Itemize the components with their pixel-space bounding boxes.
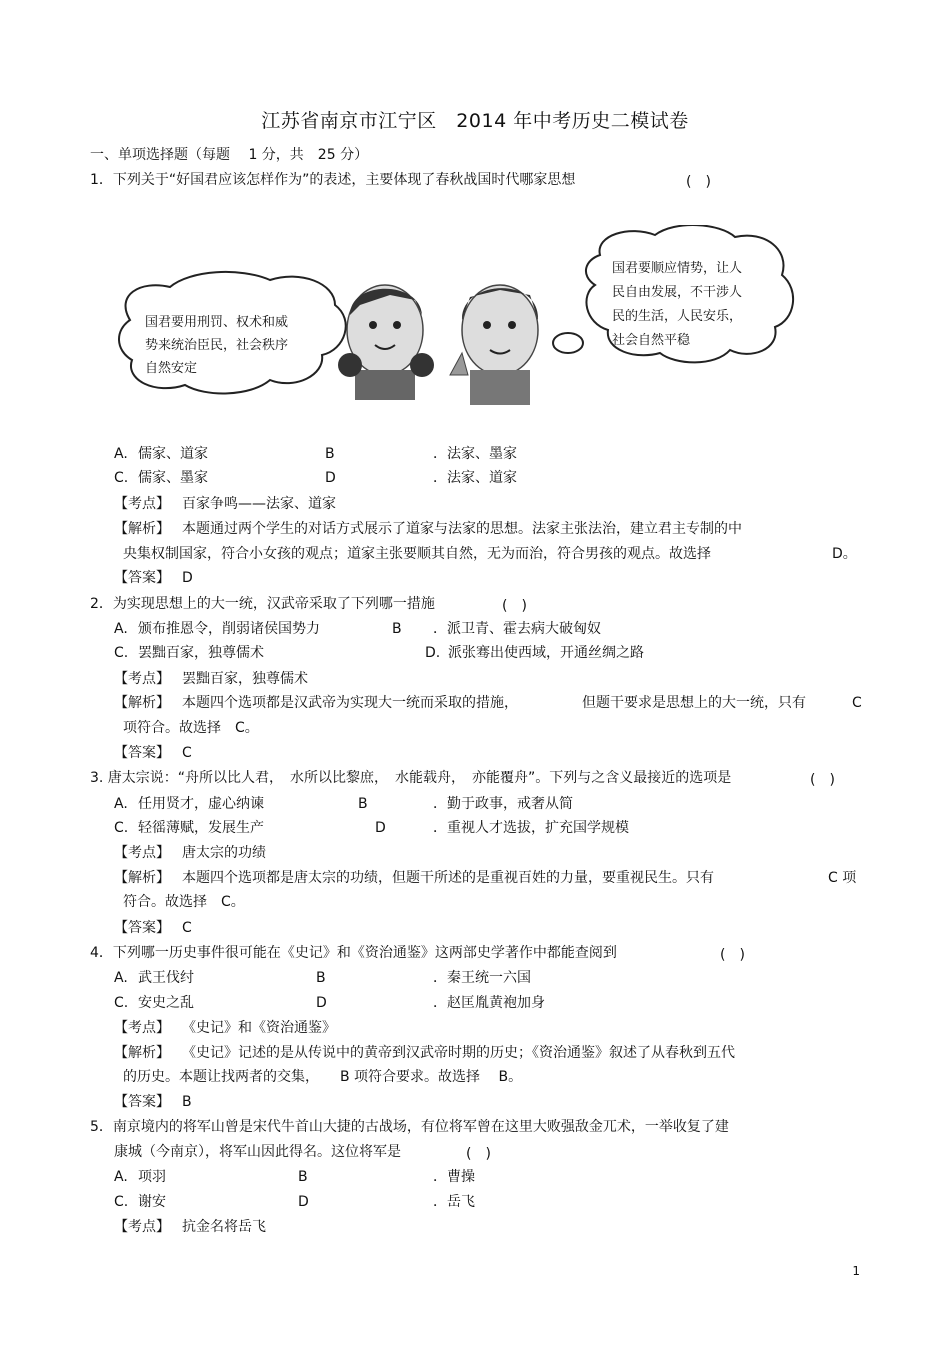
q3-answer: C (182, 920, 192, 936)
page-number: 1 (852, 1264, 860, 1278)
right-thought-bubble (586, 225, 793, 362)
left-bubble-line-3: 自然安定 (145, 361, 198, 376)
q1-option-c-text: 儒家、墨家 (138, 470, 208, 486)
q3-stem: 3. 唐太宗说：“舟所以比人君， 水所以比黎庶， 水能载舟， 亦能覆舟”。下列与之含义最接近的选项是 (90, 770, 732, 786)
q1-option-d-text: ．法家、道家 (433, 470, 517, 486)
q2-option-d-text: 派张骞出使西域，开通丝绸之路 (448, 645, 644, 661)
q5-stem-line-2: 康城（今南京），将军山因此得名。这位将军是 (114, 1144, 401, 1160)
q4-option-a-letter: A. (114, 970, 128, 986)
q2-jiexi-mid: 但题干要求是思想上的大一统，只有 (582, 695, 806, 711)
q3-kaodian: 唐太宗的功绩 (182, 845, 266, 861)
q1-answer-blank: ( ) (686, 174, 711, 190)
q3-jiexi-line-1: 本题四个选项都是唐太宗的功绩，但题干所述的是重视百姓的力量，要重视民生。只有 (182, 870, 714, 886)
q3-option-a-text: 任用贤才，虚心纳谏 (138, 796, 264, 812)
q2-option-c-text: 罢黜百家，独尊儒术 (138, 645, 264, 661)
q5-stem-line-1: 5．南京境内的将军山曾是宋代牛首山大捷的古战场，有位将军曾在这里大败强敌金兀术，一举收复了建 (90, 1119, 729, 1135)
q1-answer: D (182, 570, 193, 586)
q2-option-a-letter: A. (114, 621, 128, 637)
q5-option-b-letter: B (298, 1169, 308, 1185)
q4-option-c-letter: C. (114, 995, 129, 1011)
left-bubble-line-1: 国君要用刑罚、权术和威 (145, 315, 289, 330)
q3-option-b-text: ．勤于政事，戒奢从简 (433, 796, 573, 812)
q1-option-a-letter: A. (114, 446, 128, 462)
q1-kaodian: 百家争鸣——法家、道家 (182, 496, 336, 512)
q1-jiexi-tail: D。 (832, 546, 857, 562)
q3-kaodian-label: 【考点】 (114, 845, 170, 861)
q1-kaodian-label: 【考点】 (114, 496, 170, 512)
q2-jiexi-line-2: 项符合。故选择 C。 (123, 720, 259, 736)
q1-option-b-letter: B (325, 446, 335, 462)
q2-kaodian-label: 【考点】 (114, 671, 170, 687)
q3-jiexi-line-2: 符合。故选择 C。 (123, 894, 245, 910)
section-heading: 一、单项选择题（每题 1 分，共 25 分） (90, 147, 369, 163)
exam-title: 江苏省南京市江宁区 2014 年中考历史二模试卷 (261, 110, 689, 132)
q2-answer-blank: ( ) (502, 598, 527, 614)
q2-option-d-letter: D. (425, 645, 441, 661)
q2-option-c-letter: C. (114, 645, 129, 661)
q4-answer-label: 【答案】 (114, 1094, 170, 1110)
q4-kaodian-label: 【考点】 (114, 1020, 170, 1036)
left-bubble-line-2: 势来统治臣民，社会秩序 (145, 338, 289, 353)
q3-option-c-letter: C. (114, 820, 129, 836)
q3-answer-label: 【答案】 (114, 920, 170, 936)
q4-answer: B (182, 1094, 192, 1110)
right-bubble-line-1: 国君要顺应情势，让人 (612, 261, 743, 276)
q5-answer-blank: ( ) (466, 1146, 491, 1162)
q4-option-d-letter: D (316, 995, 327, 1011)
q1-option-c-letter: C. (114, 470, 129, 486)
q5-option-b-text: ．曹操 (433, 1169, 475, 1185)
q3-answer-blank: ( ) (810, 772, 835, 788)
q2-option-b-letter: B (392, 621, 402, 637)
q5-option-c-text: 谢安 (138, 1194, 166, 1210)
q2-stem: 2．为实现思想上的大一统，汉武帝采取了下列哪一措施 (90, 596, 435, 612)
cartoon-illustration (110, 225, 810, 425)
q2-jiexi-line-1: 本题四个选项都是汉武帝为实现大一统而采取的措施， (182, 695, 518, 711)
q2-kaodian: 罢黜百家，独尊儒术 (182, 671, 308, 687)
q5-option-a-letter: A. (114, 1169, 128, 1185)
q1-option-d-letter: D (325, 470, 336, 486)
left-thought-bubble (119, 272, 346, 394)
q1-jiexi-line-2: 央集权制国家，符合小女孩的观点；道家主张要顺其自然，无为而治，符合男孩的观点。故选择 (123, 546, 711, 562)
q4-option-b-letter: B (316, 970, 326, 986)
q3-option-a-letter: A. (114, 796, 128, 812)
q4-stem: 4．下列哪一历史事件很可能在《史记》和《资治通鉴》这两部史学著作中都能查阅到 (90, 945, 617, 961)
q5-option-a-text: 项羽 (138, 1169, 166, 1185)
q5-option-d-text: ．岳飞 (433, 1194, 475, 1210)
thought-dot (553, 333, 583, 353)
q3-option-d-text: ．重视人才选拔，扩充国学规模 (433, 820, 629, 836)
q2-answer: C (182, 745, 192, 761)
right-bubble-line-4: 社会自然平稳 (612, 333, 691, 348)
q1-jiexi-label: 【解析】 (114, 521, 170, 537)
q4-answer-blank: ( ) (720, 947, 745, 963)
right-bubble-line-2: 民自由发展，不干涉人 (612, 285, 743, 300)
q5-kaodian: 抗金名将岳飞 (182, 1219, 266, 1235)
q4-option-d-text: ．赵匡胤黄袍加身 (433, 995, 545, 1011)
q4-kaodian: 《史记》和《资治通鉴》 (182, 1020, 336, 1036)
q3-jiexi-label: 【解析】 (114, 870, 170, 886)
q2-jiexi-tail: C (852, 695, 862, 711)
q5-kaodian-label: 【考点】 (114, 1219, 170, 1235)
q4-jiexi-line-1: 《史记》记述的是从传说中的黄帝到汉武帝时期的历史；《资治通鉴》叙述了从春秋到五代 (182, 1045, 735, 1061)
q1-jiexi-line-1: 本题通过两个学生的对话方式展示了道家与法家的思想。法家主张法治，建立君主专制的中 (182, 521, 742, 537)
q1-option-b-text: ．法家、墨家 (433, 446, 517, 462)
q3-option-c-text: 轻徭薄赋，发展生产 (138, 820, 264, 836)
right-bubble-line-3: 民的生活，人民安乐， (612, 309, 743, 324)
boy-figure (450, 285, 538, 405)
q2-option-b-text: ．派卫青、霍去病大破匈奴 (433, 621, 601, 637)
q4-jiexi-label: 【解析】 (114, 1045, 170, 1061)
girl-figure (338, 285, 434, 400)
q3-option-b-letter: B (358, 796, 368, 812)
q2-answer-label: 【答案】 (114, 745, 170, 761)
q5-option-d-letter: D (298, 1194, 309, 1210)
q3-option-d-letter: D (375, 820, 386, 836)
q4-option-b-text: ．秦王统一六国 (433, 970, 531, 986)
q2-jiexi-label: 【解析】 (114, 695, 170, 711)
q1-option-a-text: 儒家、道家 (138, 446, 208, 462)
q1-stem: 1．下列关于“好国君应该怎样作为”的表述，主要体现了春秋战国时代哪家思想 (90, 172, 576, 188)
q4-jiexi-line-2: 的历史。本题让找两者的交集， B 项符合要求。故选择 B。 (123, 1069, 523, 1085)
q3-jiexi-tail: C 项 (828, 870, 857, 886)
q4-option-c-text: 安史之乱 (138, 995, 194, 1011)
q5-option-c-letter: C. (114, 1194, 129, 1210)
q1-answer-label: 【答案】 (114, 570, 170, 586)
q4-option-a-text: 武王伐纣 (138, 970, 194, 986)
q2-option-a-text: 颁布推恩令，削弱诸侯国势力 (138, 621, 320, 637)
